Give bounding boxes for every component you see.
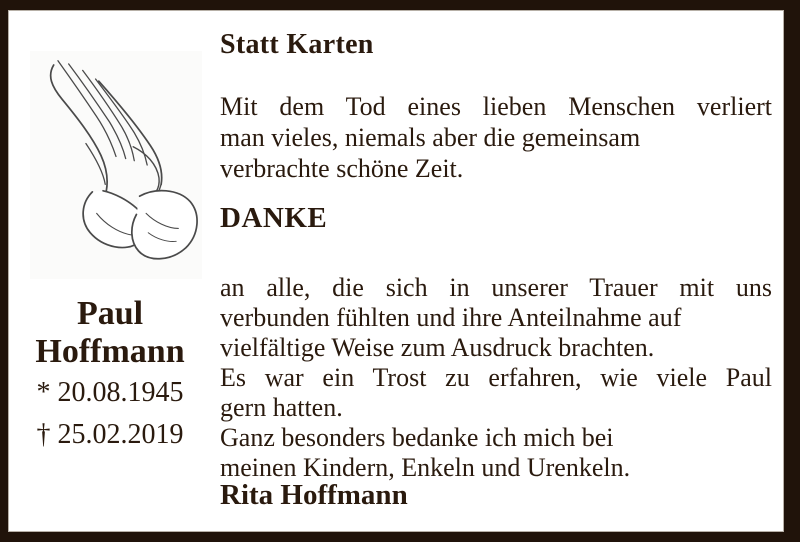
signature-name: Rita Hoffmann bbox=[220, 479, 408, 511]
thanks-line: an alle, die sich in unserer Trauer mit uns bbox=[220, 273, 772, 302]
notice-sheet bbox=[8, 10, 784, 532]
intro-line: verbrachte schöne Zeit. bbox=[220, 154, 464, 183]
thanks-line: meinen Kindern, Enkeln und Urenkeln. bbox=[220, 453, 631, 482]
praying-hands-image bbox=[30, 51, 202, 279]
thanks-line: gern hatten. bbox=[220, 393, 343, 422]
statt-karten-heading: Statt Karten bbox=[220, 29, 374, 60]
thanks-line: vielfältige Weise zum Ausdruck brachten. bbox=[220, 333, 655, 362]
thanks-line: Ganz besonders bedanke ich mich bei bbox=[220, 423, 614, 452]
deceased-first-name: Paul bbox=[76, 295, 144, 332]
intro-line: Mit dem Tod eines lieben Menschen verliert bbox=[220, 92, 772, 121]
thanks-paragraph bbox=[220, 273, 772, 483]
thanks-line: verbunden fühlten und ihre Anteilnahme auf bbox=[220, 303, 682, 332]
deceased-last-name: Hoffmann bbox=[35, 333, 185, 370]
intro-line: man vieles, niemals aber die gemeinsam bbox=[220, 123, 641, 152]
danke-heading: DANKE bbox=[220, 202, 328, 234]
deceased-name bbox=[9, 295, 211, 371]
intro-paragraph bbox=[220, 91, 772, 184]
thanks-line: Es war ein Trost zu erfahren, wie viele Paul bbox=[220, 363, 772, 392]
praying-hands-icon bbox=[30, 51, 202, 279]
death-date: † 25.02.2019 bbox=[36, 419, 184, 450]
birth-date: * 20.08.1945 bbox=[36, 377, 184, 408]
